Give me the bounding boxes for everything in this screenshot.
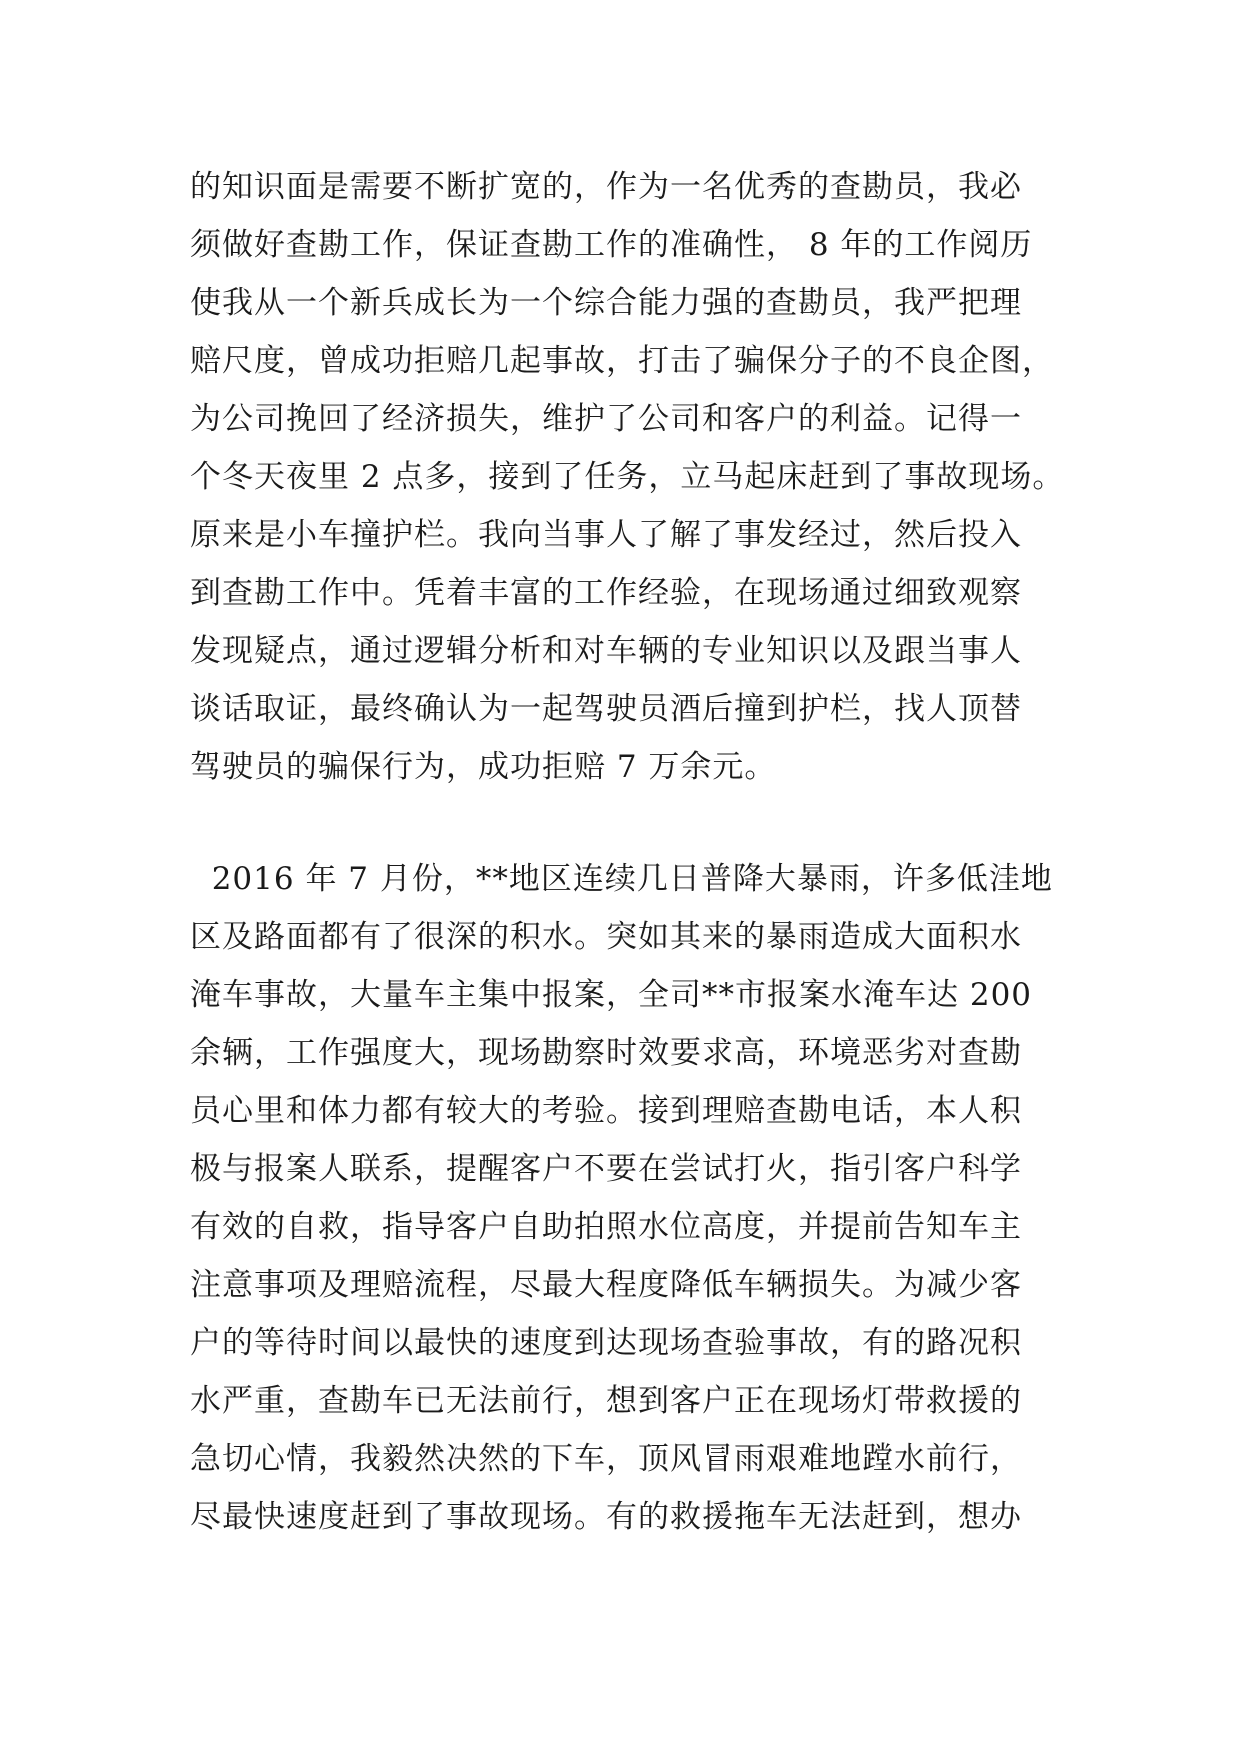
- text-line: 急切心情，我毅然决然的下车，顶风冒雨艰难地蹚水前行，: [190, 1441, 1022, 1477]
- text-line: 使我从一个新兵成长为一个综合能力强的查勘员，我严把理: [190, 285, 1022, 321]
- text-line: 余辆，工作强度大，现场勘察时效要求高，环境恶劣对查勘: [190, 1035, 1022, 1071]
- text-line: 赔尺度，曾成功拒赔几起事故，打击了骗保分子的不良企图，: [190, 343, 1054, 379]
- text-line: 发现疑点，通过逻辑分析和对车辆的专业知识以及跟当事人: [190, 633, 1022, 669]
- text-line: 驾驶员的骗保行为，成功拒赔 7 万余元。: [190, 749, 777, 785]
- text-line: 的知识面是需要不断扩宽的，作为一名优秀的查勘员，我必: [190, 169, 1022, 205]
- text-line: 户的等待时间以最快的速度到达现场查验事故，有的路况积: [190, 1325, 1022, 1361]
- text-line: 尽最快速度赶到了事故现场。有的救援拖车无法赶到，想办: [190, 1499, 1022, 1535]
- paragraph-2: [190, 850, 1070, 1546]
- text-line: 个冬天夜里 2 点多，接到了任务，立马起床赶到了事故现场。: [190, 459, 1065, 495]
- text-line: 须做好查勘工作，保证查勘工作的准确性， 8 年的工作阅历: [190, 227, 1033, 263]
- text-line: 谈话取证，最终确认为一起驾驶员酒后撞到护栏，找人顶替: [190, 691, 1022, 727]
- paragraph-1: [190, 158, 1070, 796]
- text-line: 为公司挽回了经济损失，维护了公司和客户的利益。记得一: [190, 401, 1022, 437]
- text-line: 到查勘工作中。凭着丰富的工作经验，在现场通过细致观察: [190, 575, 1022, 611]
- text-line: 原来是小车撞护栏。我向当事人了解了事发经过，然后投入: [190, 517, 1022, 553]
- text-line: 区及路面都有了很深的积水。突如其来的暴雨造成大面积水: [190, 919, 1022, 955]
- text-line: 2016 年 7 月份，**地区连续几日普降大暴雨，许多低洼地: [190, 861, 1053, 897]
- text-line: 极与报案人联系，提醒客户不要在尝试打火，指引客户科学: [190, 1151, 1022, 1187]
- text-line: 有效的自救，指导客户自助拍照水位高度，并提前告知车主: [190, 1209, 1022, 1245]
- text-line: 淹车事故，大量车主集中报案，全司**市报案水淹车达 200: [190, 977, 1033, 1013]
- text-line: 注意事项及理赔流程，尽最大程度降低车辆损失。为减少客: [190, 1267, 1022, 1303]
- text-line: 员心里和体力都有较大的考验。接到理赔查勘电话，本人积: [190, 1093, 1022, 1129]
- text-line: 水严重，查勘车已无法前行，想到客户正在现场灯带救援的: [190, 1383, 1022, 1419]
